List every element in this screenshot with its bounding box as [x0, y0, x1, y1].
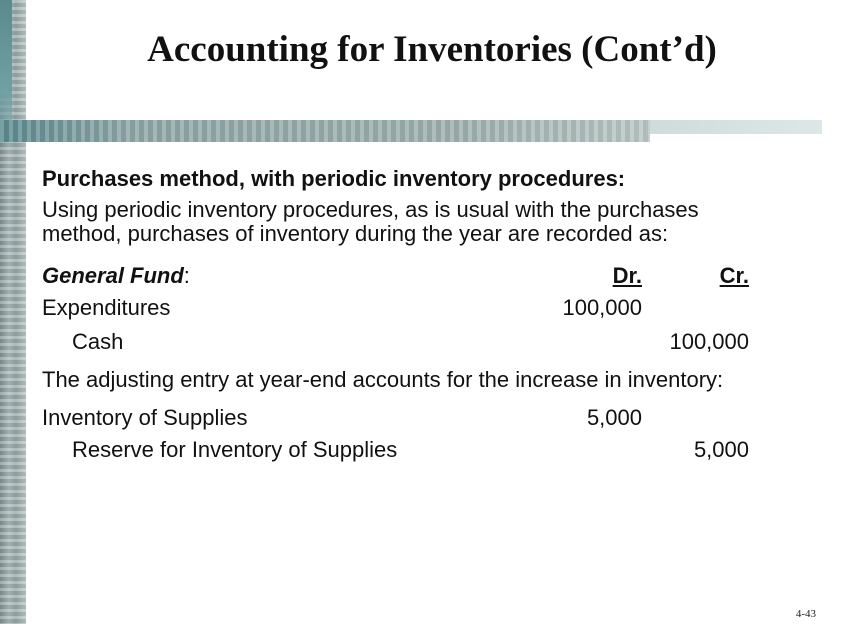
adjusting-debit-row — [42, 402, 782, 434]
debit-account: Expenditures — [42, 295, 171, 320]
credit-column-header: Cr. — [719, 263, 749, 288]
adjusting-debit-amount: 5,000 — [586, 405, 642, 430]
adjusting-credit-amount: 5,000 — [693, 437, 749, 462]
adjusting-credit-row — [42, 434, 782, 466]
slide-number: 4-43 — [795, 608, 816, 620]
title-underline-bar-light — [650, 120, 822, 134]
journal-debit-row — [42, 292, 782, 324]
intro-paragraph: Using periodic inventory procedures, as is usual with the purchases method, purchases of inventory during the year are recorded as: — [42, 197, 699, 246]
slide-content — [42, 166, 782, 466]
debit-column-header: Dr. — [612, 263, 642, 288]
adjusting-debit-account: Inventory of Supplies — [42, 405, 248, 430]
title-underline-bar — [0, 120, 650, 142]
fund-label: General Fund: — [42, 263, 190, 288]
journal-credit-row — [42, 326, 782, 358]
credit-account: Cash — [72, 329, 124, 354]
section-heading: Purchases method, with periodic inventory procedures: — [42, 166, 626, 191]
adjusting-credit-account: Reserve for Inventory of Supplies — [72, 437, 398, 462]
credit-amount: 100,000 — [669, 329, 749, 354]
slide-title: Accounting for Inventories (Cont’d) — [147, 29, 717, 70]
adjusting-paragraph: The adjusting entry at year-end accounts for the increase in inventory: — [42, 367, 724, 392]
journal-header-row — [42, 260, 782, 292]
debit-amount: 100,000 — [562, 295, 642, 320]
